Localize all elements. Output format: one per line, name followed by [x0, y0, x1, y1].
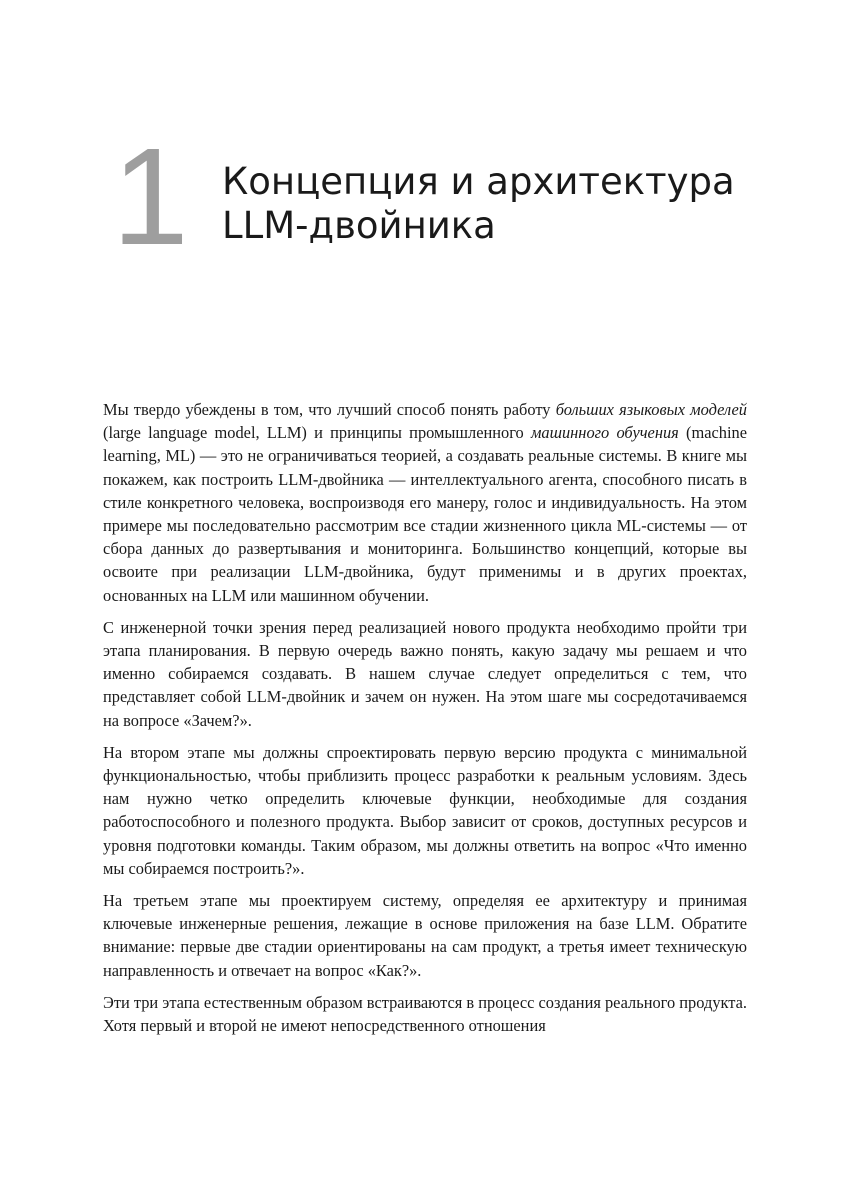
paragraph-conclusion: Эти три этапа естественным образом встраиваются в процесс создания реального продукта. Хотя первый и второй не имеют непосредственного отношения — [103, 992, 747, 1036]
chapter-title — [222, 160, 782, 248]
paragraph-intro — [103, 398, 747, 607]
paragraph-planning: С инженерной точки зрения перед реализацией нового продукта необходимо пройти три этапа планирования. В первую очередь важно понять, какую задачу мы решаем и что именно собираемся создавать. В нашем случае следует определиться с тем, что представляет собой LLM-двойник и зачем он нужен. На этом шаге мы сосредотачиваемся на вопросе «Зачем?». — [103, 617, 747, 730]
chapter-title-line-1: Концепция и архитектура — [222, 160, 735, 203]
term-llm: больших языковых моделей — [555, 400, 747, 419]
intro-text-3: (machine learning, ML) — это не ограничиваться теорией, а создавать реальные системы. В книге мы покажем, как построить LLM-двойника — интеллектуального агента, способного писать в стиле конкретного человека, воспроизводя его манеру, голос и индивидуальность. На этом примере мы последовательно рассмотрим все стадии жизненного цикла ML-системы — от сбора данных до развертывания и мониторинга. Большинство концепций, которые вы освоите при реализации LLM-двойника, будут применимы и в других проектах, основанных на LLM или машинном обучении. — [103, 423, 747, 605]
paragraph-third-stage: На третьем этапе мы проектируем систему, определяя ее архитектуру и принимая ключевые инженерные решения, лежащие в основе приложения на базе LLM. Обратите внимание: первые две стадии ориентированы на сам продукт, а третья имеет техническую направленность и отвечает на вопрос «Как?». — [103, 891, 747, 980]
chapter-title-line-2: LLM-двойника — [222, 204, 496, 247]
chapter-number: 1 — [112, 120, 187, 274]
chapter-body — [103, 398, 747, 1046]
intro-text-2: (large language model, LLM) и принципы промышленного — [103, 423, 531, 443]
term-ml: машинного обучения — [530, 423, 679, 443]
paragraph-second-stage: На втором этапе мы должны спроектировать первую версию продукта с минимальной функциональностью, чтобы приблизить процесс разработки к реальным условиям. Здесь нам нужно четко определить ключевые функции, необходимые для создания работоспособного и полезного продукта. Выбор зависит от сроков, доступных ресурсов и уровня подготовки команды. Таким образом, мы должны ответить на вопрос «Что именно мы собираемся построить?». — [103, 742, 747, 878]
intro-text-1: Мы твердо убеждены в том, что лучший способ понять работу — [103, 400, 556, 419]
